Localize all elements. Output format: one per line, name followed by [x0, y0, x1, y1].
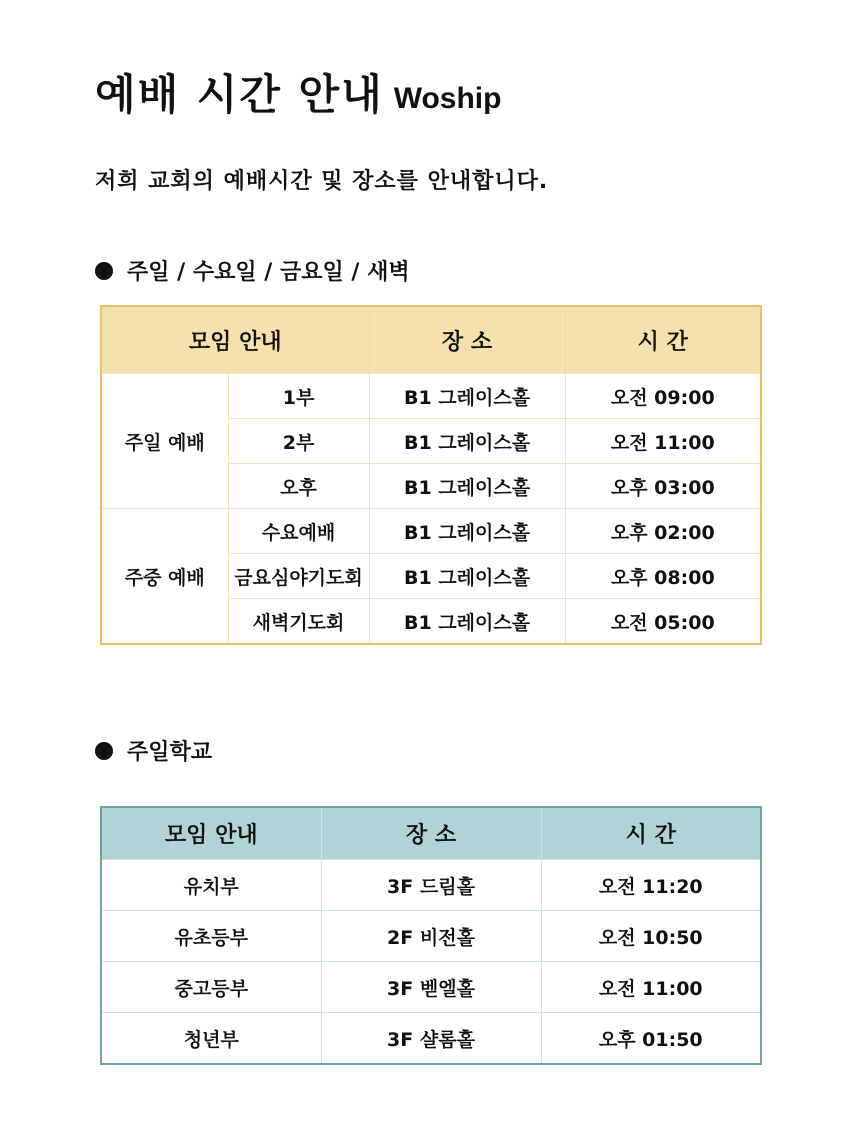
- place-cell: B1 그레이스홀: [369, 419, 565, 464]
- meeting-cell: 오후: [228, 464, 369, 509]
- table-row: [101, 374, 761, 419]
- meeting-cell: 2부: [228, 419, 369, 464]
- table-header-row: [101, 306, 761, 374]
- header-place: 장 소: [369, 306, 565, 374]
- time-cell: 오후 01:50: [541, 1013, 761, 1065]
- worship-section-heading: [95, 255, 410, 286]
- place-cell: B1 그레이스홀: [369, 464, 565, 509]
- meeting-cell: 수요예배: [228, 509, 369, 554]
- header-time: 시 간: [541, 807, 761, 860]
- sunday-school-table: [100, 806, 762, 1065]
- table-row: [101, 911, 761, 962]
- table-header-row: [101, 807, 761, 860]
- meeting-cell: 유초등부: [101, 911, 321, 962]
- meeting-cell: 유치부: [101, 860, 321, 911]
- worship-heading-text: 주일 / 수요일 / 금요일 / 새벽: [127, 260, 410, 285]
- title-sub: Woship: [393, 82, 502, 115]
- bullet-icon: [95, 262, 113, 280]
- meeting-cell: 금요심야기도회: [228, 554, 369, 599]
- place-cell: 3F 샬롬홀: [321, 1013, 541, 1065]
- meeting-cell: 청년부: [101, 1013, 321, 1065]
- place-cell: B1 그레이스홀: [369, 554, 565, 599]
- place-cell: B1 그레이스홀: [369, 509, 565, 554]
- meeting-cell: 중고등부: [101, 962, 321, 1013]
- table-row: [101, 1013, 761, 1065]
- intro-text: 저희 교회의 예배시간 및 장소를 안내합니다.: [95, 169, 549, 194]
- place-cell: 3F 벧엘홀: [321, 962, 541, 1013]
- bullet-icon: [95, 742, 113, 760]
- time-cell: 오후 08:00: [565, 554, 761, 599]
- header-meeting: 모임 안내: [101, 306, 369, 374]
- header-time: 시 간: [565, 306, 761, 374]
- time-cell: 오전 11:20: [541, 860, 761, 911]
- table-row: [101, 962, 761, 1013]
- place-cell: B1 그레이스홀: [369, 374, 565, 419]
- time-cell: 오전 10:50: [541, 911, 761, 962]
- worship-schedule-table: [100, 305, 762, 645]
- school-heading-text: 주일학교: [127, 740, 213, 765]
- group-name: 주일 예배: [101, 374, 228, 509]
- meeting-cell: 새벽기도회: [228, 599, 369, 645]
- meeting-cell: 1부: [228, 374, 369, 419]
- page-title: [95, 70, 501, 120]
- time-cell: 오후 02:00: [565, 509, 761, 554]
- place-cell: B1 그레이스홀: [369, 599, 565, 645]
- place-cell: 3F 드림홀: [321, 860, 541, 911]
- table-row: [101, 509, 761, 554]
- school-section-heading: [95, 735, 212, 766]
- time-cell: 오전 11:00: [565, 419, 761, 464]
- time-cell: 오후 03:00: [565, 464, 761, 509]
- time-cell: 오전 05:00: [565, 599, 761, 645]
- place-cell: 2F 비전홀: [321, 911, 541, 962]
- group-name: 주중 예배: [101, 509, 228, 645]
- header-place: 장 소: [321, 807, 541, 860]
- time-cell: 오전 09:00: [565, 374, 761, 419]
- table-row: [101, 860, 761, 911]
- time-cell: 오전 11:00: [541, 962, 761, 1013]
- title-main: 예배 시간 안내: [95, 70, 384, 119]
- header-meeting: 모임 안내: [101, 807, 321, 860]
